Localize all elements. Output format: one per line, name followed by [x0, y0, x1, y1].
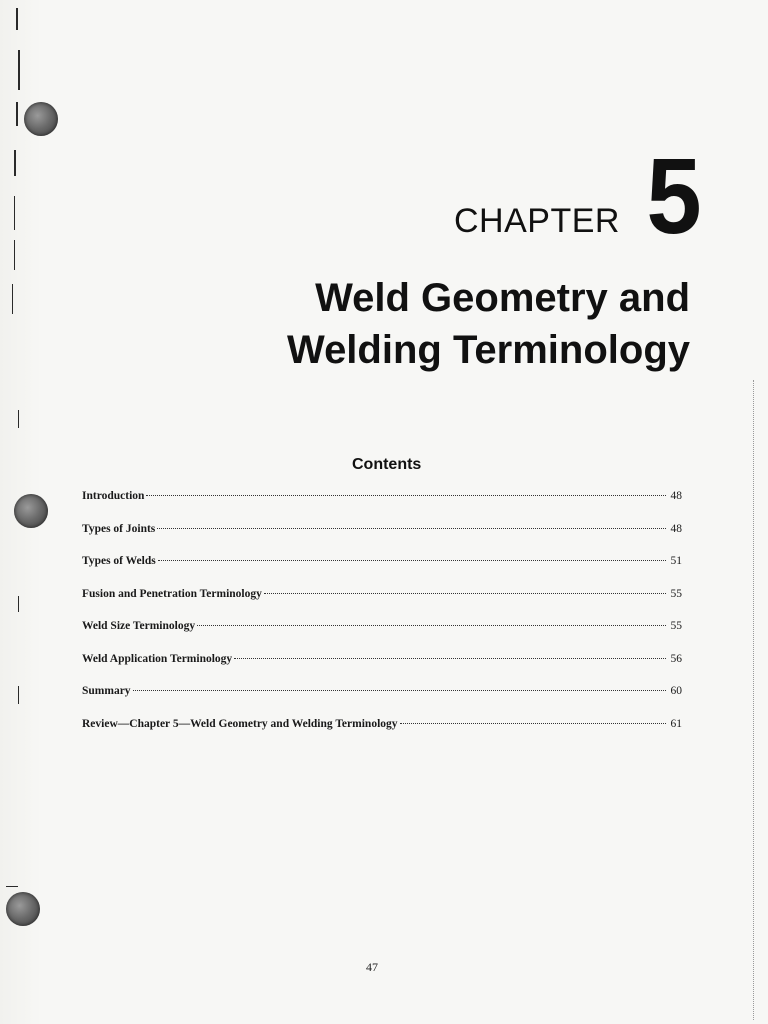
- toc-entry-label: Introduction: [82, 490, 145, 502]
- binding-mark: [12, 284, 13, 314]
- toc-leader-dots: [234, 658, 666, 659]
- toc-entry-page: 48: [670, 490, 682, 502]
- toc-entry-label: Weld Application Terminology: [82, 652, 233, 665]
- binding-mark: [18, 50, 20, 90]
- page-right-edge: [752, 380, 754, 1020]
- toc-entry: [82, 523, 682, 556]
- toc-leader-dots: [158, 560, 666, 561]
- toc-entry: [82, 620, 682, 653]
- chapter-number: 5: [646, 135, 702, 256]
- toc-entry: [82, 653, 682, 686]
- toc-entry: [82, 588, 682, 621]
- toc-entry-page: 56: [670, 652, 682, 665]
- toc-entry-label: Fusion and Penetration Terminology: [82, 587, 262, 600]
- binding-mark: [18, 686, 19, 704]
- toc-leader-dots: [157, 528, 666, 529]
- toc-entry: [82, 490, 682, 523]
- toc-entry-page: 60: [670, 685, 682, 697]
- binding-mark: [6, 886, 18, 887]
- toc-leader-dots: [264, 593, 666, 594]
- contents-heading: Contents: [352, 456, 422, 473]
- binding-mark: [18, 596, 19, 612]
- chapter-label: CHAPTER: [454, 202, 620, 240]
- toc-entry-page: 61: [670, 717, 682, 730]
- toc-entry: [82, 718, 682, 751]
- chapter-title-line-1: Weld Geometry and: [315, 276, 690, 320]
- page-number: 47: [366, 960, 378, 974]
- binding-mark: [18, 410, 19, 428]
- binding-mark: [16, 102, 18, 126]
- toc-entry-page: 51: [670, 555, 682, 567]
- binding-mark: [14, 240, 15, 270]
- toc-leader-dots: [133, 690, 666, 691]
- punch-hole-middle: [14, 494, 48, 528]
- chapter-heading: [440, 135, 702, 256]
- punch-hole-bottom: [6, 892, 40, 926]
- binding-mark: [14, 150, 16, 176]
- binding-mark: [16, 8, 18, 30]
- binding-mark: [14, 196, 15, 230]
- toc-leader-dots: [400, 723, 666, 724]
- toc-entry-label: Types of Welds: [82, 555, 156, 567]
- table-of-contents: [82, 490, 682, 750]
- punch-hole-top: [24, 102, 58, 136]
- toc-entry-page: 55: [670, 587, 682, 600]
- toc-entry-label: Weld Size Terminology: [82, 620, 196, 632]
- toc-leader-dots: [197, 625, 666, 626]
- toc-entry-label: Types of Joints: [82, 522, 156, 535]
- toc-leader-dots: [146, 495, 666, 496]
- toc-entry-page: 55: [670, 620, 682, 632]
- toc-entry-label: Summary: [82, 685, 131, 697]
- toc-entry-label: Review—Chapter 5—Weld Geometry and Welding Terminology: [82, 717, 398, 730]
- chapter-title: [287, 272, 690, 376]
- toc-entry: [82, 555, 682, 588]
- chapter-title-line-2: Welding Terminology: [287, 328, 690, 372]
- toc-entry: [82, 685, 682, 718]
- toc-entry-page: 48: [670, 522, 682, 535]
